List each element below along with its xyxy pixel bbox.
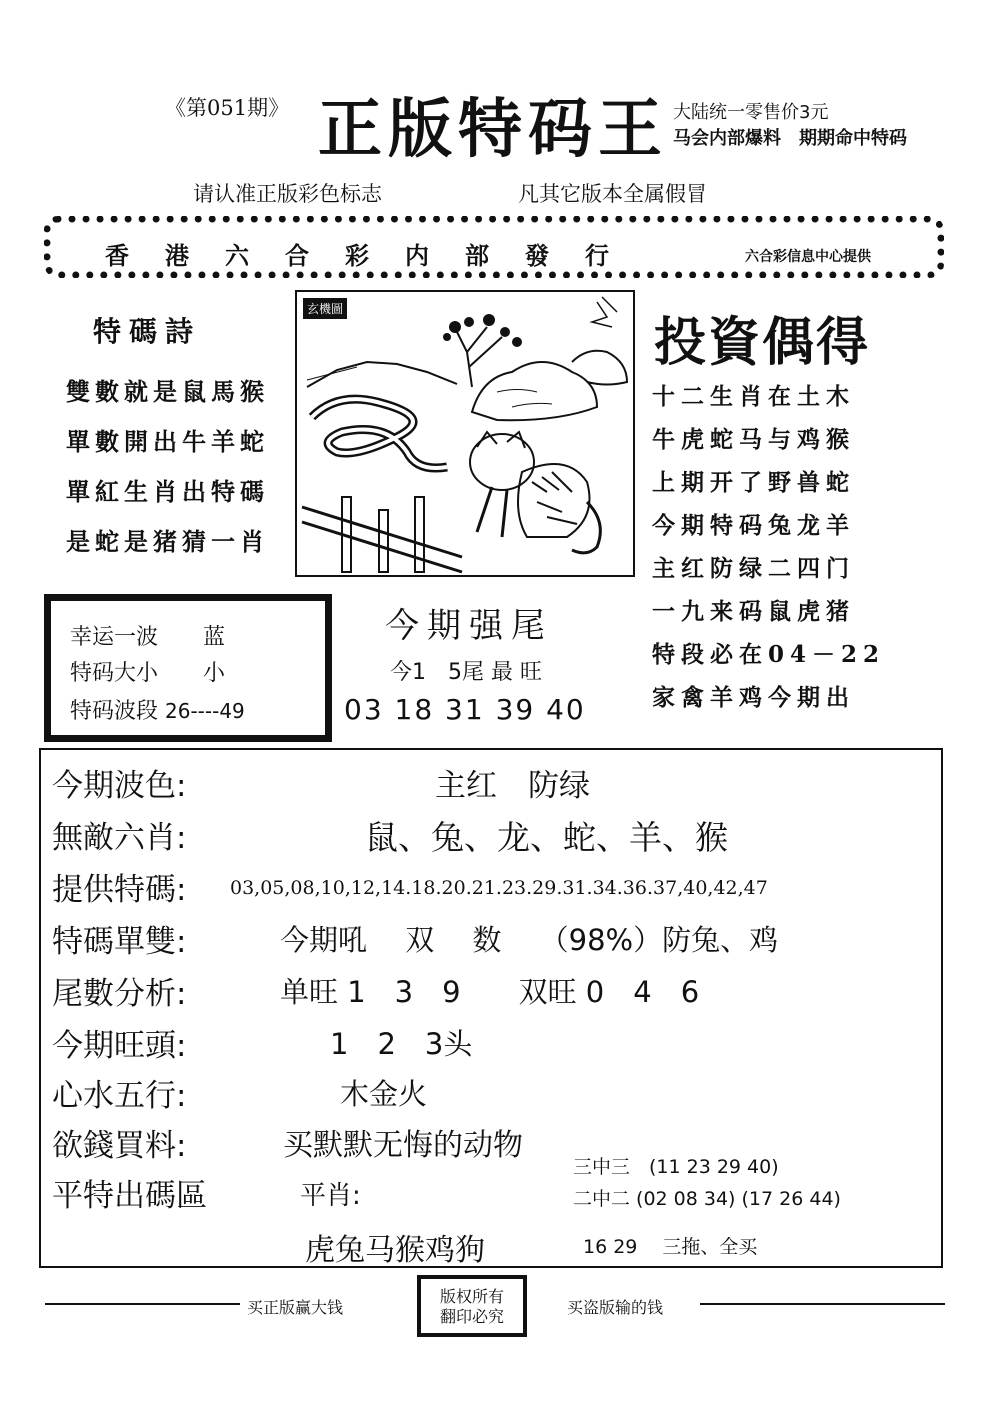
- invest-line: 一九来码鼠虎猪: [652, 598, 855, 625]
- row-value: 1 2 3头: [330, 1027, 473, 1061]
- row-label: 心水五行:: [52, 1078, 187, 1114]
- picture-label: 玄機圖: [303, 298, 347, 319]
- combo-three: 三中三 (11 23 29 40): [573, 1156, 779, 1178]
- row-value: 鼠、兔、龙、蛇、羊、猴: [365, 818, 728, 857]
- poem-line: 是蛇是猪猜一肖: [66, 527, 269, 556]
- invest-line: 今期特码兔龙羊: [652, 512, 855, 539]
- row-value: 买默默无悔的动物: [283, 1128, 523, 1163]
- luck-value: 小: [203, 661, 226, 686]
- invest-line: 十二生肖在土木: [652, 383, 855, 410]
- banner-main: 香港六合彩内部發行: [105, 241, 645, 270]
- copyright-line: 翻印必究: [439, 1307, 504, 1326]
- copyright-box: [417, 1275, 527, 1337]
- footer-left: 买正版赢大钱: [247, 1298, 344, 1317]
- luck-label: 特码波段: [70, 699, 159, 724]
- row-label: 欲錢買料:: [52, 1128, 187, 1164]
- slogan-line: 马会内部爆料 期期命中特码: [673, 128, 907, 149]
- row-value: 单旺 1 3 9 双旺 0 4 6: [280, 975, 700, 1009]
- notice-right: 凡其它版本全属假冒: [518, 182, 707, 206]
- luck-label: 特码大小: [70, 661, 159, 686]
- invest-line: 主红防绿二四门: [652, 555, 855, 582]
- luck-value: 蓝: [203, 625, 226, 650]
- riddle-picture: [295, 290, 635, 577]
- invest-line: 上期开了野兽蛇: [652, 469, 855, 496]
- invest-title: 投資偶得: [654, 312, 871, 373]
- row-value: 今期吼 双 数 （98%）防兔、鸡: [280, 923, 779, 957]
- copyright-line: 版权所有: [439, 1287, 504, 1306]
- luck-row: [70, 656, 225, 687]
- row-label: 尾數分析:: [52, 976, 187, 1012]
- poem-line: 單紅生肖出特碼: [66, 477, 269, 506]
- luck-label: 幸运一波: [70, 625, 159, 650]
- row-label: 提供特碼:: [52, 872, 187, 908]
- invest-line: 特段必在04－22: [652, 641, 886, 668]
- invest-line: 牛虎蛇马与鸡猴: [652, 426, 855, 453]
- strong-tail-numbers: 03 18 31 39 40: [344, 693, 586, 726]
- issue-number: 《第051期》: [165, 96, 290, 120]
- row-value: 木金火: [340, 1077, 428, 1111]
- row-label: 特碼單雙:: [52, 924, 187, 960]
- row-value: 主红 防绿: [435, 768, 590, 804]
- row-label: 今期旺頭:: [52, 1028, 187, 1064]
- poem-line: 雙數就是鼠馬猴: [66, 377, 269, 406]
- banner-small: 六合彩信息中心提供: [745, 249, 871, 265]
- invest-line: 家禽羊鸡今期出: [652, 684, 855, 711]
- row-label: 今期波色:: [52, 768, 187, 804]
- notice-left: 请认准正版彩色标志: [193, 182, 382, 206]
- poem-line: 單數開出牛羊蛇: [66, 427, 269, 456]
- footer-right: 买盗版输的钱: [567, 1298, 664, 1317]
- page-title: 正版特码王: [318, 92, 668, 167]
- price-line: 大陆统一零售价3元: [673, 102, 829, 123]
- combo-drag: 16 29 三拖、全买: [583, 1236, 758, 1258]
- combo-two: 二中二 (02 08 34) (17 26 44): [573, 1188, 841, 1210]
- footer-rule-left: [45, 1303, 240, 1305]
- strong-tail-sub: 今1 5尾 最 旺: [390, 660, 542, 685]
- poem-title: 特碼詩: [93, 315, 202, 348]
- luck-row: [70, 620, 225, 651]
- row-label: 平特出碼區: [52, 1178, 207, 1214]
- luck-value: 26----49: [165, 699, 245, 723]
- row-label: 無敵六肖:: [52, 820, 187, 856]
- luck-row: [70, 694, 245, 725]
- row-value: 03,05,08,10,12,14.18.20.21.23.29.31.34.36.37,40,42,47: [230, 877, 768, 899]
- ping-animals: 虎兔马猴鸡狗: [305, 1233, 485, 1268]
- tiger-snake-illustration: [297, 292, 633, 575]
- row-value: 平肖:: [300, 1181, 361, 1211]
- strong-tail-title: 今期强尾: [385, 606, 553, 646]
- footer-rule-right: [700, 1303, 945, 1305]
